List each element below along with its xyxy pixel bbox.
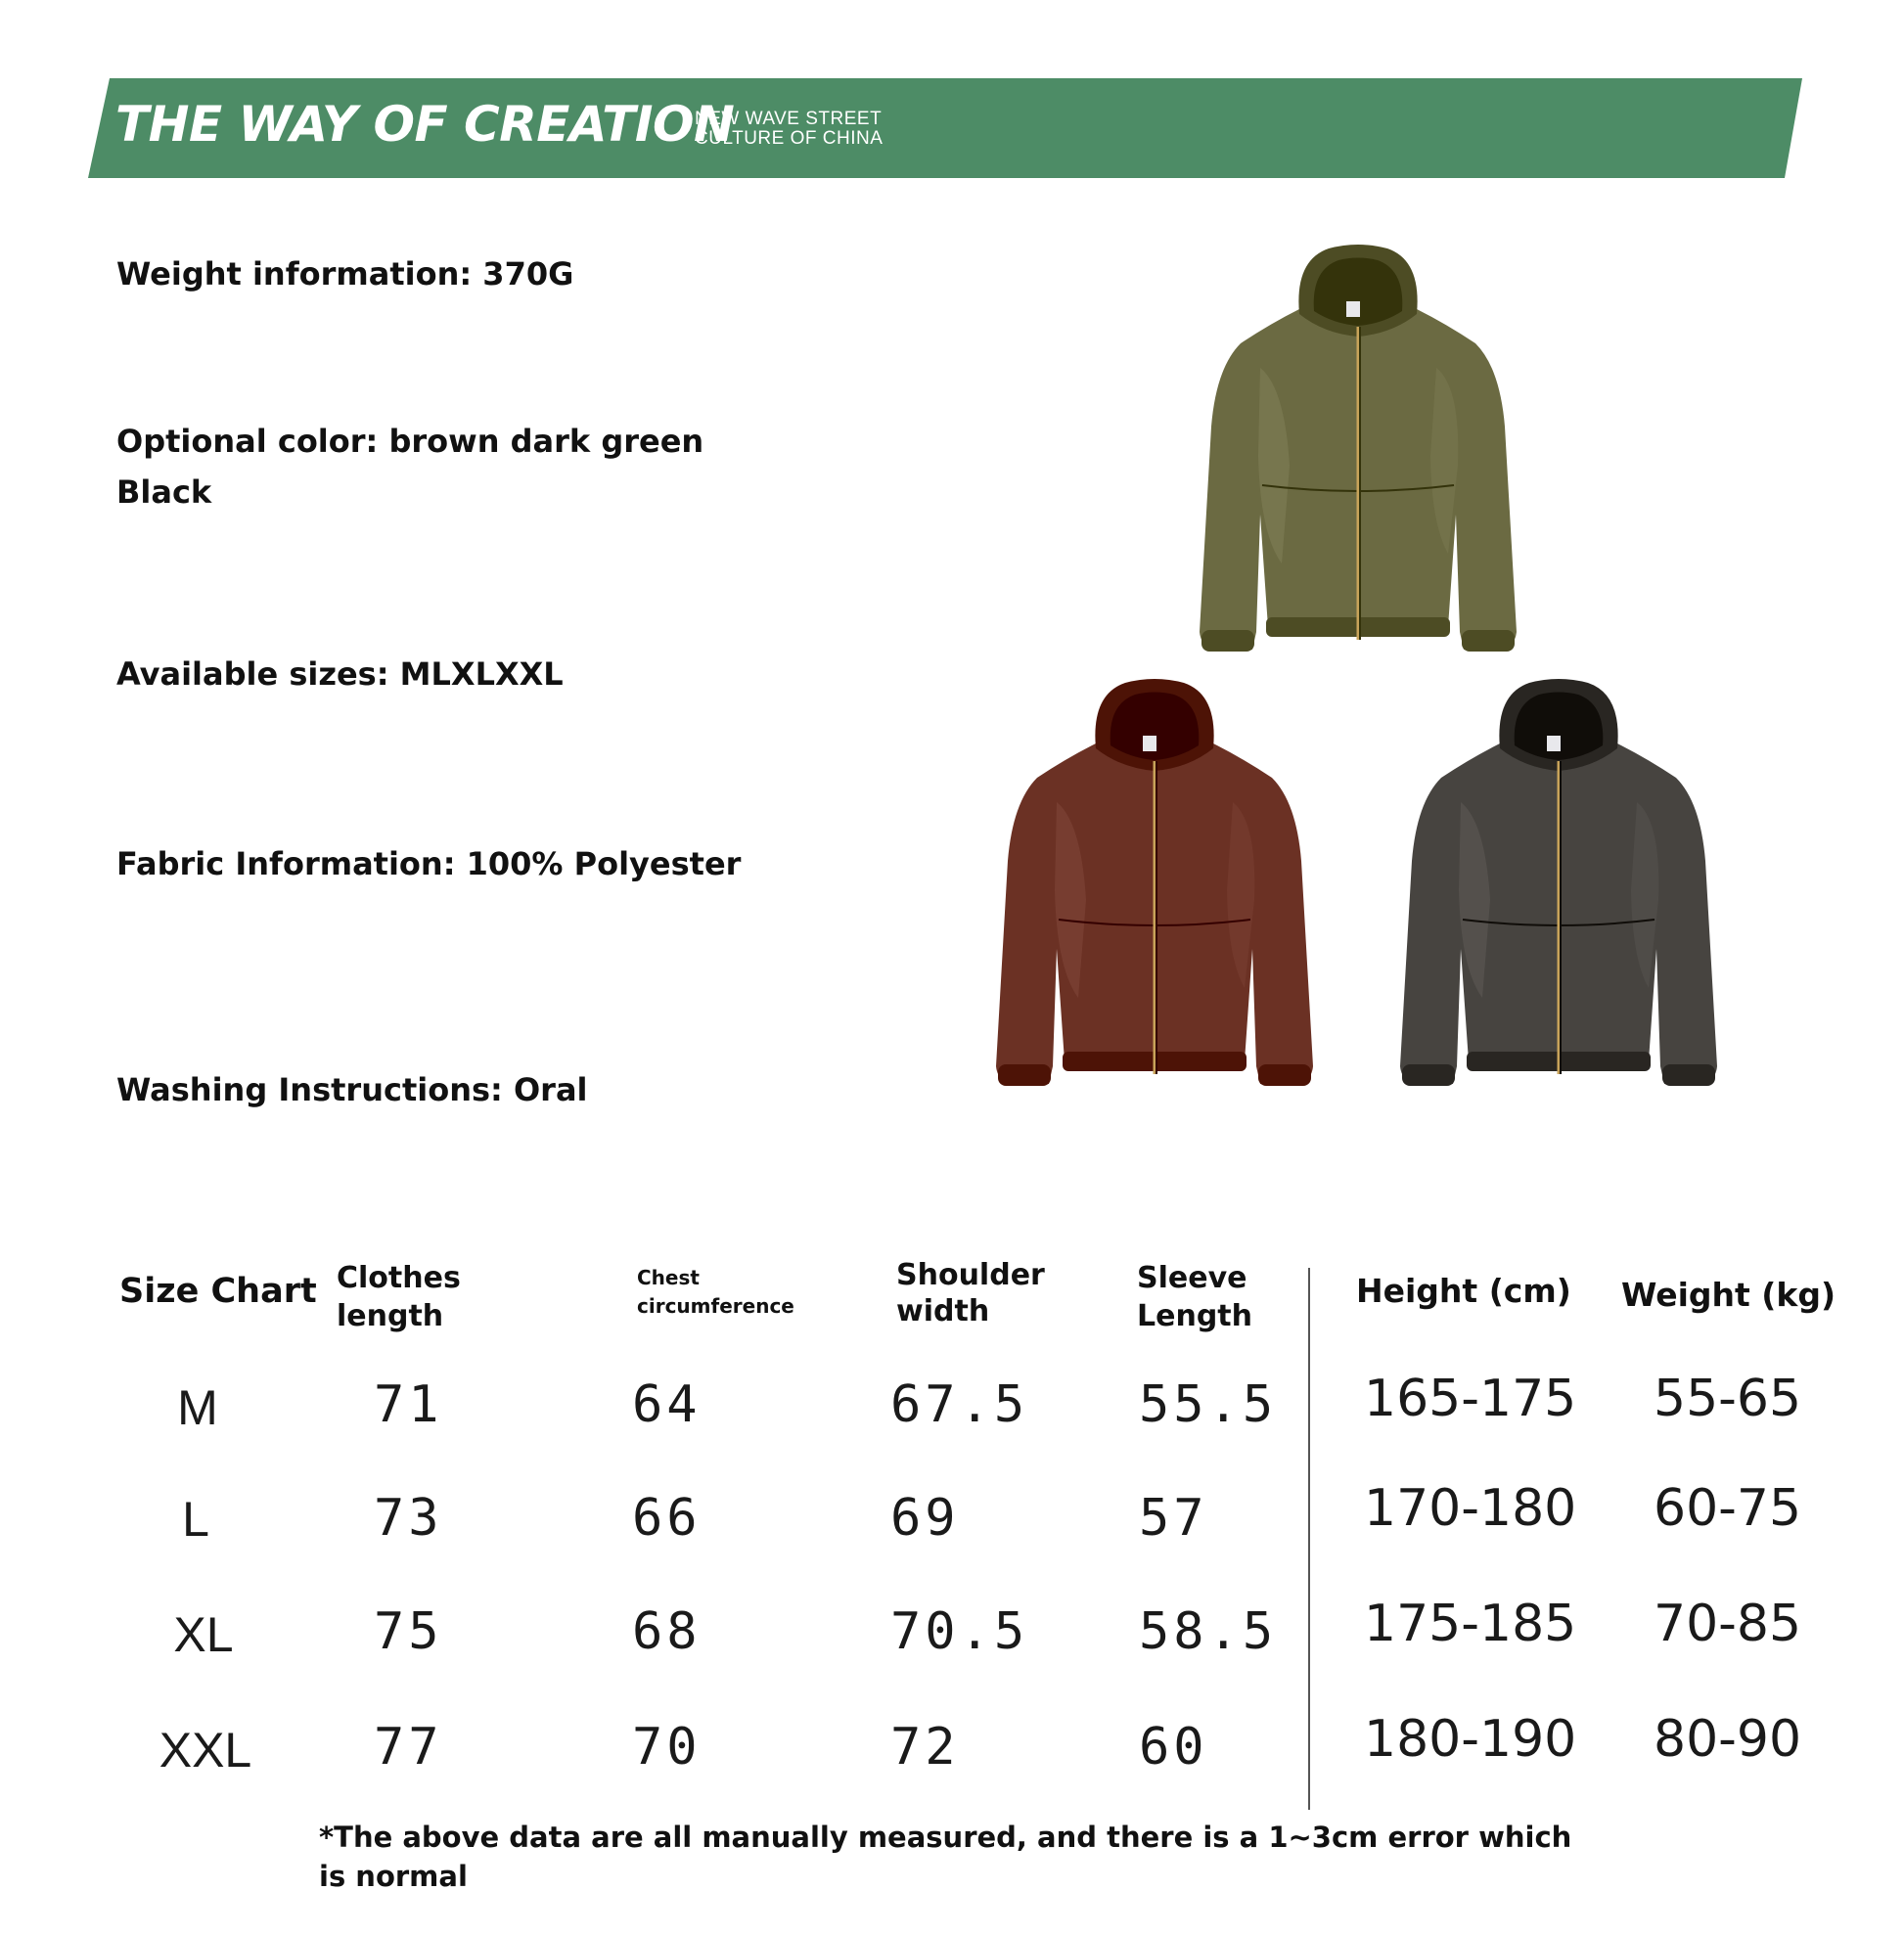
row-shoulder: 70.5 — [890, 1602, 1029, 1661]
washing-info — [116, 1064, 588, 1115]
header-weight: Weight (kg) — [1621, 1276, 1836, 1314]
header-clothes-length-line-2: length — [337, 1299, 444, 1333]
table-divider — [1308, 1268, 1310, 1810]
color-info-line-1: Optional color: brown dark green — [116, 423, 704, 460]
fabric-info-text: Fabric Information: 100% Polyester — [116, 845, 742, 882]
row-length: 73 — [374, 1489, 443, 1548]
header-height: Height (cm) — [1356, 1272, 1571, 1310]
row-shoulder: 72 — [890, 1718, 960, 1777]
header-shoulder-line-1: Shoulder — [896, 1258, 1045, 1292]
weight-info — [116, 248, 573, 299]
jacket-cuff-left — [1402, 1064, 1455, 1086]
header-shoulder-line-2: width — [896, 1294, 990, 1328]
row-sleeve: 60 — [1139, 1718, 1208, 1777]
jacket-label-tag — [1547, 736, 1561, 751]
row-chest: 64 — [632, 1375, 702, 1434]
jacket-cuff-right — [1258, 1064, 1311, 1086]
header-chest-circumference — [637, 1264, 794, 1321]
row-height: 175-185 — [1364, 1595, 1577, 1653]
jacket-cuff-left — [1201, 630, 1254, 652]
color-info-line-2: Black — [116, 473, 212, 511]
jacket-label-tag — [1346, 301, 1360, 317]
jacket-image-brown — [983, 675, 1326, 1096]
header-shoulder-width — [896, 1257, 1045, 1329]
jacket-cuff-right — [1662, 1064, 1715, 1086]
row-weight: 60-75 — [1654, 1479, 1802, 1538]
row-height: 170-180 — [1364, 1479, 1577, 1538]
row-sleeve: 58.5 — [1139, 1602, 1278, 1661]
jacket-cuff-right — [1462, 630, 1515, 652]
row-height: 180-190 — [1364, 1710, 1577, 1769]
row-weight: 70-85 — [1654, 1595, 1802, 1653]
header-clothes-length-line-1: Clothes — [337, 1261, 461, 1295]
header-banner — [88, 78, 1802, 178]
row-length: 75 — [374, 1602, 443, 1661]
banner-subtitle — [695, 110, 883, 149]
row-size: M — [177, 1380, 218, 1435]
jacket-cuff-left — [998, 1064, 1051, 1086]
row-weight: 55-65 — [1654, 1370, 1802, 1428]
fabric-info — [116, 838, 741, 889]
row-shoulder: 69 — [890, 1489, 960, 1548]
row-sleeve: 57 — [1139, 1489, 1208, 1548]
row-size: XXL — [159, 1723, 252, 1778]
row-length: 71 — [374, 1375, 443, 1434]
row-height: 165-175 — [1364, 1370, 1577, 1428]
row-shoulder: 67.5 — [890, 1375, 1029, 1434]
row-chest: 70 — [632, 1718, 702, 1777]
color-info — [116, 416, 703, 518]
row-chest: 66 — [632, 1489, 702, 1548]
weight-info-text: Weight information: 370G — [116, 255, 574, 292]
measurement-note: *The above data are all manually measured, and there is a 1~3cm error which is normal — [319, 1821, 1572, 1893]
header-clothes-length — [337, 1259, 461, 1335]
row-chest: 68 — [632, 1602, 702, 1661]
header-chest-line-1: Chest — [637, 1266, 700, 1289]
header-size-chart: Size Chart — [119, 1272, 317, 1311]
sizes-info-text: Available sizes: MLXLXXL — [116, 655, 564, 693]
row-length: 77 — [374, 1718, 443, 1777]
header-sleeve-line-1: Sleeve — [1137, 1261, 1247, 1295]
sizes-info — [116, 649, 564, 699]
row-weight: 80-90 — [1654, 1710, 1802, 1769]
washing-info-text: Washing Instructions: Oral — [116, 1071, 588, 1108]
banner-subtitle-line-2: CULTURE OF CHINA — [695, 128, 884, 149]
header-sleeve-length — [1137, 1259, 1252, 1335]
row-size: L — [182, 1492, 209, 1547]
jacket-image-dark-green — [1182, 241, 1534, 661]
header-chest-line-2: circumference — [637, 1294, 794, 1318]
row-sleeve: 55.5 — [1139, 1375, 1278, 1434]
header-sleeve-line-2: Length — [1137, 1299, 1252, 1333]
row-size: XL — [173, 1607, 234, 1662]
banner-title: THE WAY OF CREATION — [115, 96, 735, 153]
banner-subtitle-line-1: NEW WAVE STREET — [695, 109, 883, 129]
jacket-image-black — [1387, 675, 1730, 1096]
jacket-label-tag — [1143, 736, 1156, 751]
